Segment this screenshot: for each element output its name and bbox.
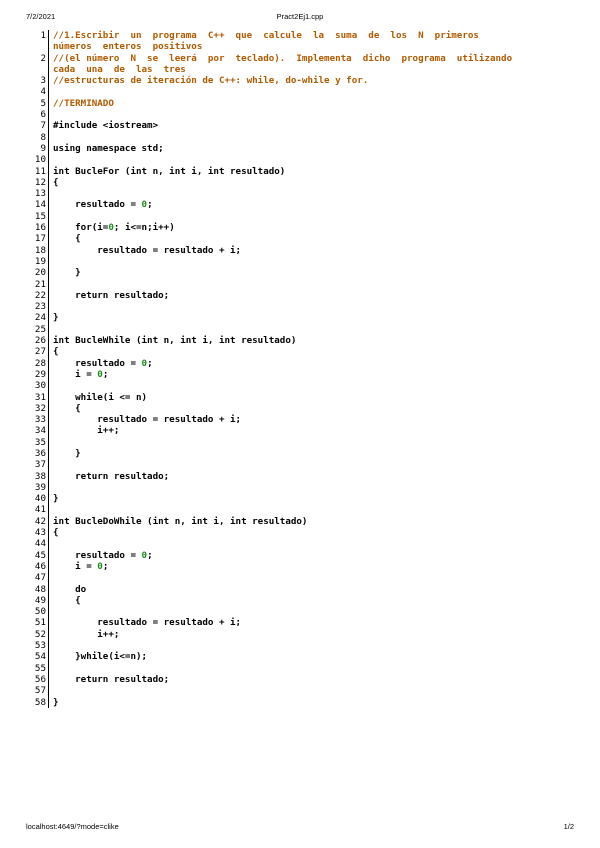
code-line [24, 493, 580, 504]
gutter-rule [48, 617, 49, 628]
code-token: { [53, 527, 59, 539]
line-number: 58 [34, 696, 46, 708]
document-title: Pract2Ej1.cpp [276, 12, 324, 21]
line-number: 14 [34, 199, 46, 211]
code-number: 0 [108, 222, 114, 234]
gutter-rule [48, 166, 49, 177]
gutter-rule [48, 233, 49, 244]
code-text [53, 211, 580, 222]
code-line [24, 369, 580, 380]
gutter-rule [48, 301, 49, 312]
code-line [24, 640, 580, 651]
gutter-rule [48, 154, 49, 165]
code-text [53, 120, 580, 131]
line-number: 25 [34, 323, 46, 335]
print-header [26, 12, 574, 24]
code-text [53, 324, 580, 335]
code-text [53, 267, 580, 278]
line-number: 34 [34, 425, 46, 437]
code-text [53, 403, 580, 414]
code-text [53, 561, 580, 572]
gutter-rule [48, 324, 49, 335]
code-line [24, 572, 580, 583]
line-number: 54 [34, 651, 46, 663]
code-text [53, 392, 580, 403]
code-line [24, 697, 580, 708]
line-number: 11 [34, 165, 46, 177]
code-text [53, 245, 580, 256]
gutter-rule [48, 674, 49, 685]
gutter-rule [48, 471, 49, 482]
line-number: 26 [34, 335, 46, 347]
code-text [53, 358, 580, 369]
code-line [24, 154, 580, 165]
code-text [53, 132, 580, 143]
line-number: 28 [34, 357, 46, 369]
code-line [24, 301, 580, 312]
line-number: 43 [34, 527, 46, 539]
code-line [24, 358, 580, 369]
code-text [53, 256, 580, 267]
code-token: resultado = resultado + i; [53, 244, 242, 256]
code-text [53, 617, 580, 628]
line-number: 37 [34, 459, 46, 471]
code-line [24, 663, 580, 674]
line-number: 4 [40, 86, 46, 98]
code-token: { [53, 402, 81, 414]
code-text [53, 606, 580, 617]
gutter-rule [48, 414, 49, 425]
code-line [24, 617, 580, 628]
gutter-rule [48, 685, 49, 696]
code-token: ; [147, 357, 153, 369]
code-text [53, 482, 580, 493]
code-token: } [53, 267, 81, 279]
code-token: i++; [53, 628, 120, 640]
gutter-rule [48, 527, 49, 538]
code-token: { [53, 594, 81, 606]
code-text [53, 86, 580, 97]
code-line [24, 414, 580, 425]
gutter-rule [48, 640, 49, 651]
code-line [24, 403, 580, 414]
code-text [53, 572, 580, 583]
code-text [53, 154, 580, 165]
code-text [53, 584, 580, 595]
line-number: 10 [34, 154, 46, 166]
line-number: 21 [34, 278, 46, 290]
code-token: }while(i<=n); [53, 651, 148, 663]
code-token: resultado = [53, 199, 142, 211]
code-text [53, 629, 580, 640]
gutter-rule [48, 346, 49, 357]
page-url: localhost:4649/?mode=clike [26, 822, 119, 831]
code-text [53, 166, 580, 177]
code-text [53, 459, 580, 470]
code-number: 0 [97, 560, 103, 572]
code-token: i++; [53, 425, 120, 437]
gutter-rule [48, 358, 49, 369]
gutter-rule [48, 312, 49, 323]
line-number: 40 [34, 493, 46, 505]
code-line [24, 335, 580, 346]
line-number: 38 [34, 470, 46, 482]
code-text [53, 346, 580, 357]
code-line [24, 98, 580, 109]
line-number: 52 [34, 628, 46, 640]
line-number: 51 [34, 617, 46, 629]
gutter-rule [48, 30, 49, 53]
code-text [53, 335, 580, 346]
gutter-rule [48, 493, 49, 504]
page-number: 1/2 [563, 822, 574, 831]
code-text [53, 312, 580, 323]
code-comment: //(el número N se leerá por teclado). Implementa dicho programa utilizando cada una de las tres [53, 52, 513, 75]
code-token: int BucleDoWhile (int n, int i, int resultado) [53, 515, 308, 527]
code-line [24, 595, 580, 606]
gutter-rule [48, 595, 49, 606]
gutter-rule [48, 335, 49, 346]
code-token: resultado = [53, 549, 142, 561]
code-token: return resultado; [53, 289, 170, 301]
code-token: { [53, 346, 59, 358]
gutter-rule [48, 584, 49, 595]
gutter-rule [48, 53, 49, 76]
code-comment: //TERMINADO [53, 97, 114, 109]
code-text [53, 425, 580, 436]
code-text [53, 222, 580, 233]
code-text [53, 369, 580, 380]
line-number: 29 [34, 368, 46, 380]
line-number: 6 [40, 109, 46, 121]
line-number: 15 [34, 210, 46, 222]
code-line [24, 437, 580, 448]
gutter-rule [48, 448, 49, 459]
code-token: ; [147, 199, 153, 211]
code-line [24, 685, 580, 696]
code-line [24, 245, 580, 256]
code-token: return resultado; [53, 673, 170, 685]
line-number: 50 [34, 606, 46, 618]
code-number: 0 [141, 549, 148, 561]
gutter-rule [48, 109, 49, 120]
code-token: ; [102, 560, 109, 572]
line-number: 7 [40, 120, 46, 132]
gutter-rule [48, 629, 49, 640]
code-line [24, 482, 580, 493]
code-token: int BucleWhile (int n, int i, int resultado) [53, 335, 297, 347]
print-date: 7/2/2021 [26, 12, 56, 21]
line-number: 49 [34, 594, 46, 606]
gutter-rule [48, 516, 49, 527]
line-number: 45 [34, 549, 46, 561]
code-text [53, 143, 580, 154]
code-line [24, 324, 580, 335]
code-token: i = [53, 368, 98, 380]
code-text [53, 685, 580, 696]
code-text [53, 199, 580, 210]
code-line [24, 279, 580, 290]
code-text [53, 98, 580, 109]
line-number: 36 [34, 447, 46, 459]
gutter-rule [48, 380, 49, 391]
line-number: 30 [34, 380, 46, 392]
code-token: { [53, 176, 59, 188]
line-number: 46 [34, 560, 46, 572]
gutter-rule [48, 697, 49, 708]
code-token: } [53, 696, 59, 708]
code-text [53, 301, 580, 312]
line-number: 22 [34, 289, 46, 301]
code-line [24, 516, 580, 527]
code-text [53, 595, 580, 606]
code-token: return resultado; [53, 470, 170, 482]
line-number: 12 [34, 176, 46, 188]
gutter-rule [48, 572, 49, 583]
gutter-rule [48, 392, 49, 403]
gutter-rule [48, 267, 49, 278]
code-token: do [53, 583, 87, 595]
gutter-rule [48, 120, 49, 131]
code-text [53, 538, 580, 549]
code-text [53, 697, 580, 708]
gutter-rule [48, 188, 49, 199]
gutter-rule [48, 177, 49, 188]
line-number: 23 [34, 301, 46, 313]
code-line [24, 53, 580, 76]
code-text [53, 640, 580, 651]
code-line [24, 256, 580, 267]
code-number: 0 [141, 357, 148, 369]
line-number: 41 [34, 504, 46, 516]
gutter-rule [48, 482, 49, 493]
line-number: 1 [40, 30, 46, 41]
line-number: 8 [40, 131, 46, 143]
code-line [24, 561, 580, 572]
line-number: 56 [34, 673, 46, 685]
code-line [24, 267, 580, 278]
code-line [24, 346, 580, 357]
code-line [24, 425, 580, 436]
line-number: 24 [34, 312, 46, 324]
code-line [24, 651, 580, 662]
line-number: 5 [40, 97, 46, 109]
gutter-rule [48, 132, 49, 143]
code-text [53, 550, 580, 561]
code-line [24, 584, 580, 595]
code-token: ; [102, 368, 109, 380]
code-text [53, 290, 580, 301]
gutter-rule [48, 245, 49, 256]
gutter-rule [48, 256, 49, 267]
line-number: 39 [34, 481, 46, 493]
code-token: resultado = resultado + i; [53, 414, 242, 426]
line-number: 57 [34, 685, 46, 697]
code-line [24, 30, 580, 53]
code-token: while(i <= n) [53, 391, 148, 403]
gutter-rule [48, 663, 49, 674]
gutter-rule [48, 459, 49, 470]
code-token: resultado = resultado + i; [53, 617, 242, 629]
code-token: i = [53, 560, 98, 572]
gutter-rule [48, 199, 49, 210]
code-token: resultado = [53, 357, 142, 369]
print-footer [26, 822, 574, 834]
code-line [24, 211, 580, 222]
code-token: } [53, 493, 59, 505]
code-token: ; i<=n;i++) [113, 222, 175, 234]
gutter-rule [48, 279, 49, 290]
line-number: 3 [40, 75, 46, 87]
code-token: ; [147, 549, 153, 561]
code-line [24, 109, 580, 120]
gutter-rule [48, 651, 49, 662]
gutter-rule [48, 538, 49, 549]
code-line [24, 177, 580, 188]
code-line [24, 222, 580, 233]
gutter-rule [48, 211, 49, 222]
gutter-rule [48, 561, 49, 572]
gutter-rule [48, 75, 49, 86]
gutter-rule [48, 143, 49, 154]
gutter-rule [48, 437, 49, 448]
line-number: 13 [34, 188, 46, 200]
code-token: } [53, 447, 81, 459]
code-text [53, 651, 580, 662]
code-text [53, 527, 580, 538]
code-comment: //1.Escribir un programa C++ que calcule la suma de los N primeros números enteros positivos [53, 30, 479, 53]
code-line [24, 538, 580, 549]
code-line [24, 459, 580, 470]
code-number: 0 [141, 199, 148, 211]
line-number: 18 [34, 244, 46, 256]
code-line [24, 132, 580, 143]
gutter-rule [48, 606, 49, 617]
code-line [24, 448, 580, 459]
code-line [24, 199, 580, 210]
gutter-rule [48, 290, 49, 301]
code-line [24, 143, 580, 154]
code-token: } [53, 312, 59, 324]
line-number: 35 [34, 436, 46, 448]
line-number: 44 [34, 538, 46, 550]
code-line [24, 674, 580, 685]
code-token: int BucleFor (int n, int i, int resultado) [53, 165, 286, 177]
code-line [24, 380, 580, 391]
line-number: 32 [34, 402, 46, 414]
code-text [53, 414, 580, 425]
code-text [53, 233, 580, 244]
code-listing [24, 30, 580, 708]
line-number: 9 [40, 142, 46, 154]
code-line [24, 629, 580, 640]
code-text [53, 177, 580, 188]
line-number: 53 [34, 640, 46, 652]
line-number: 48 [34, 583, 46, 595]
code-token: { [53, 233, 81, 245]
line-number: 2 [40, 52, 46, 64]
code-text [53, 380, 580, 391]
code-line [24, 312, 580, 323]
gutter-rule [48, 86, 49, 97]
line-number: 55 [34, 662, 46, 674]
code-line [24, 188, 580, 199]
code-token: for(i= [53, 222, 109, 234]
gutter-rule [48, 222, 49, 233]
code-line [24, 290, 580, 301]
code-line [24, 527, 580, 538]
code-text [53, 75, 580, 86]
code-line [24, 471, 580, 482]
code-text [53, 674, 580, 685]
line-number: 33 [34, 414, 46, 426]
gutter-rule [48, 403, 49, 414]
code-line [24, 86, 580, 97]
code-number: 0 [97, 368, 103, 380]
code-line [24, 233, 580, 244]
line-number: 19 [34, 255, 46, 267]
code-text [53, 30, 580, 53]
code-line [24, 75, 580, 86]
code-line [24, 120, 580, 131]
code-text [53, 504, 580, 515]
code-line [24, 392, 580, 403]
gutter-rule [48, 550, 49, 561]
line-number: 17 [34, 233, 46, 245]
code-text [53, 663, 580, 674]
code-text [53, 437, 580, 448]
line-number: 42 [34, 515, 46, 527]
gutter-rule [48, 369, 49, 380]
gutter-rule [48, 98, 49, 109]
code-text [53, 471, 580, 482]
code-token: using namespace std; [53, 142, 164, 154]
code-text [53, 109, 580, 120]
code-text [53, 188, 580, 199]
code-text [53, 493, 580, 504]
code-comment: //estructuras de iteración de C++: while, do-while y for. [53, 75, 369, 87]
code-text [53, 516, 580, 527]
gutter-rule [48, 504, 49, 515]
code-text [53, 448, 580, 459]
line-number: 20 [34, 267, 46, 279]
gutter-rule [48, 425, 49, 436]
code-token: #include <iostream> [53, 120, 159, 132]
code-text [53, 279, 580, 290]
code-line [24, 550, 580, 561]
code-line [24, 166, 580, 177]
code-line [24, 606, 580, 617]
code-line [24, 504, 580, 515]
line-number: 27 [34, 346, 46, 358]
line-number: 16 [34, 222, 46, 234]
code-text [53, 53, 580, 76]
line-number: 31 [34, 391, 46, 403]
line-number: 47 [34, 572, 46, 584]
